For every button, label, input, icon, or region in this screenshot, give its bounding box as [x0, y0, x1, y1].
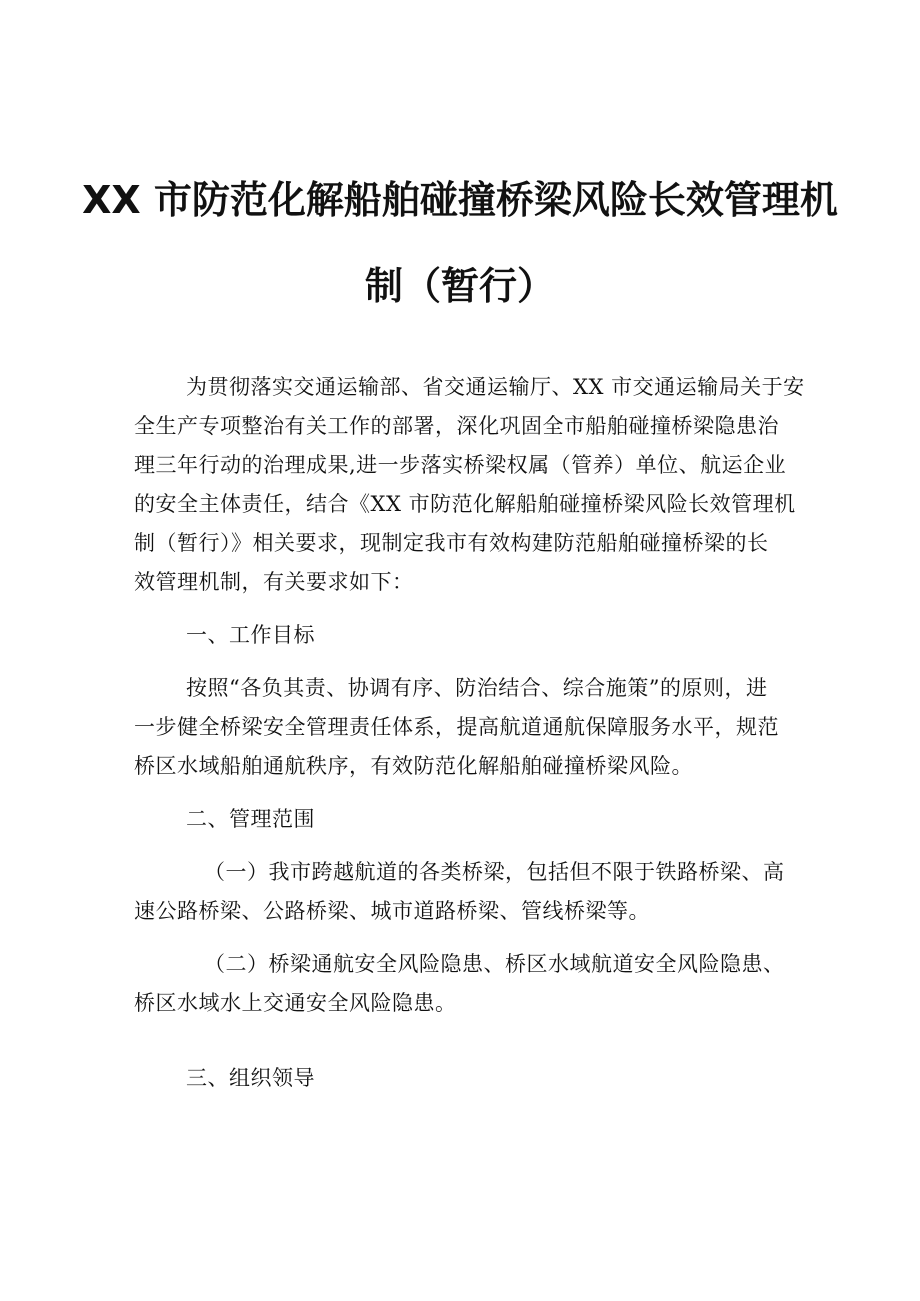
section-1-heading: 一、工作目标 [186, 623, 315, 647]
section-2-item-1 [134, 853, 790, 931]
intro-line: 为贯彻落实交通运输部、省交通运输厅、XX 市交通运输局关于安 [186, 375, 805, 399]
section-1-line: 桥区水域船舶通航秩序，有效防范化解船舶碰撞桥梁风险。 [134, 754, 693, 778]
section-2-item-2-line: 桥区水域水上交通安全风险隐患。 [134, 991, 457, 1015]
document-body [134, 368, 805, 1098]
section-2-item-2 [134, 945, 790, 1023]
intro-line: 理三年行动的治理成果,进一步落实桥梁权属（管养）单位、航运企业 [134, 453, 787, 477]
intro-paragraph [134, 368, 805, 602]
section-2-item-2-line: （二）桥梁通航安全风险隐患、桥区水域航道安全风险隐患、 [204, 952, 785, 976]
section-2-heading: 二、管理范围 [186, 807, 315, 831]
intro-line: 效管理机制，有关要求如下： [134, 570, 414, 594]
intro-line: 制（暂行）》相关要求，现制定我市有效构建防范船舶碰撞桥梁的长 [134, 531, 769, 555]
section-2-item-1-line: 速公路桥梁、公路桥梁、城市道路桥梁、管线桥梁等。 [134, 899, 650, 923]
document-title-line-2: 制（暂行） [364, 264, 555, 308]
section-1-line: 按照“各负其责、协调有序、防治结合、综合施策”的原则，进 [186, 676, 768, 700]
intro-line: 的安全主体责任，结合《XX 市防范化解船舶碰撞桥梁风险长效管理机 [134, 492, 796, 516]
document-title-line-1: XX 市防范化解船舶碰撞桥梁风险长效管理机 [82, 178, 838, 222]
section-2-item-1-line: （一）我市跨越航道的各类桥梁，包括但不限于铁路桥梁、高 [204, 860, 785, 884]
section-3-heading: 三、组织领导 [186, 1066, 315, 1090]
intro-line: 全生产专项整治有关工作的部署，深化巩固全市船舶碰撞桥梁隐患治 [134, 414, 779, 438]
section-1-line: 一步健全桥梁安全管理责任体系，提高航道通航保障服务水平，规范 [134, 715, 779, 739]
section-1-paragraph [134, 669, 790, 786]
